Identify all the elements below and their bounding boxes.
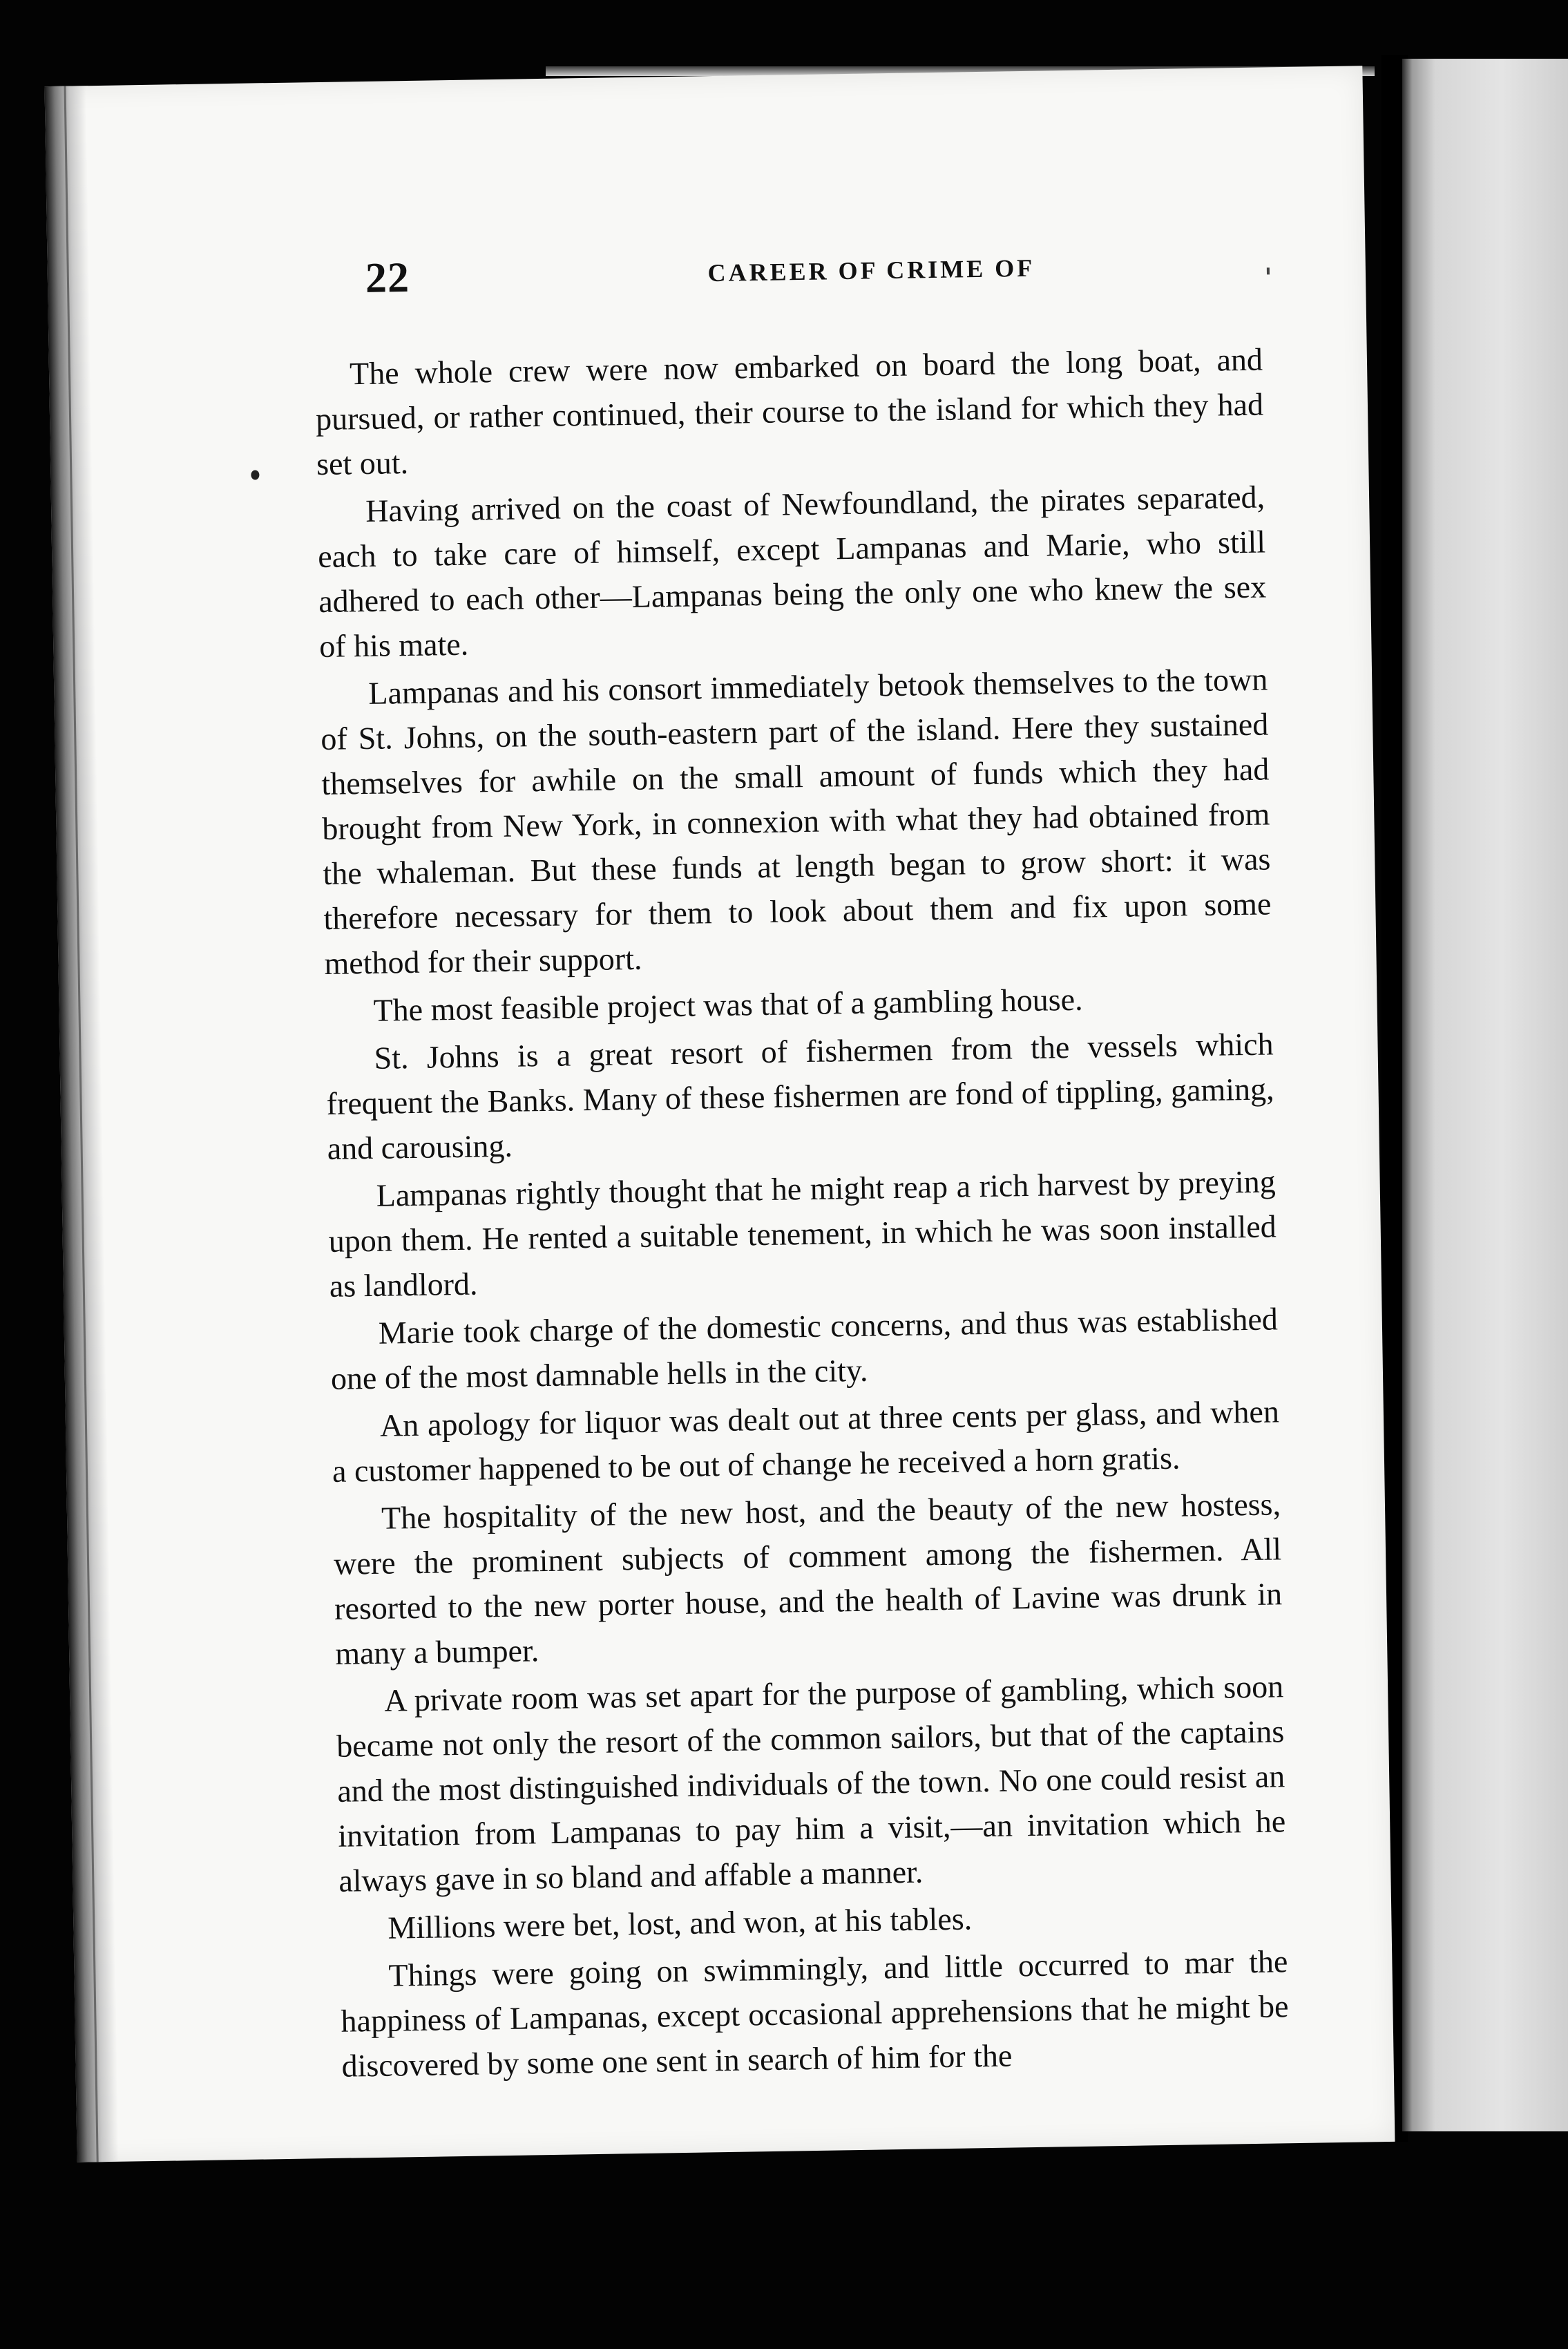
body-text (315, 337, 1290, 2091)
paragraph: Lampanas and his consort immediately betook themselves to the town of St. Johns, on the south-eastern part of the island. Here they sustained themselves for awhile on the small amount of funds which they had brought from New York, in connexion with what they had obtained from the whaleman. But these funds at length began to grow short: it was therefore necessary for them to look about them and fix upon some method for their support. (320, 661, 1272, 981)
text-block (313, 239, 1347, 2084)
running-title: CAREER OF CRIME OF (707, 254, 1035, 287)
paragraph: The whole crew were now embarked on board the long boat, and pursued, or rather continued, their course to the island for which they had set out. (315, 341, 1264, 482)
book-page (45, 66, 1395, 2162)
paragraph: Lampanas rightly thought that he might reap a rich harvest by preying upon them. He rented a suitable tenement, in which he was soon installed as landlord. (328, 1163, 1277, 1304)
next-page-edge (1402, 59, 1568, 2131)
paragraph: St. Johns is a great resort of fishermen from the vessels which frequent the Banks. Many of these fishermen are fond of tippling, gaming, and carousing. (326, 1026, 1274, 1166)
paragraph: Things were going on swimmingly, and little occurred to mar the happiness of Lampanas, except occasional apprehensions that he might be discovered by some one sent in search of him for the (341, 1943, 1289, 2084)
paragraph: The most feasible project was that of a gambling house. (373, 981, 1083, 1028)
paragraph: Having arrived on the coast of Newfoundland, the pirates separated, each to take care of himself, except Lampanas and Marie, who still adhered to each other—Lampanas being the only one who knew the sex of his mate. (317, 479, 1267, 665)
ink-speck (251, 470, 259, 479)
paragraph: Marie took charge of the domestic concerns, and thus was established one of the most damnable hells in the city. (330, 1301, 1279, 1396)
paragraph: An apology for liquor was dealt out at three cents per glass, and when a customer happened to be out of change he received a horn gratis. (332, 1394, 1280, 1489)
paragraph: Millions were bet, lost, and won, at his tables. (388, 1901, 973, 1946)
running-head (313, 239, 1347, 331)
paragraph: The hospitality of the new host, and the beauty of the new hostess, were the prominent subjects of comment among the fishermen. All resorted to the new porter house, and the health of Lavine was drunk in many a bumper. (333, 1486, 1283, 1671)
paragraph: A private room was set apart for the purpose of gambling, which soon became not only the resort of the common sailors, but that of the captains and the most distinguished individuals of the town. No one could resist an invitation from Lampanas to pay him a visit,—an invitation which he always gave in so bland and affable a manner. (336, 1668, 1286, 1899)
page-number: 22 (365, 254, 410, 302)
